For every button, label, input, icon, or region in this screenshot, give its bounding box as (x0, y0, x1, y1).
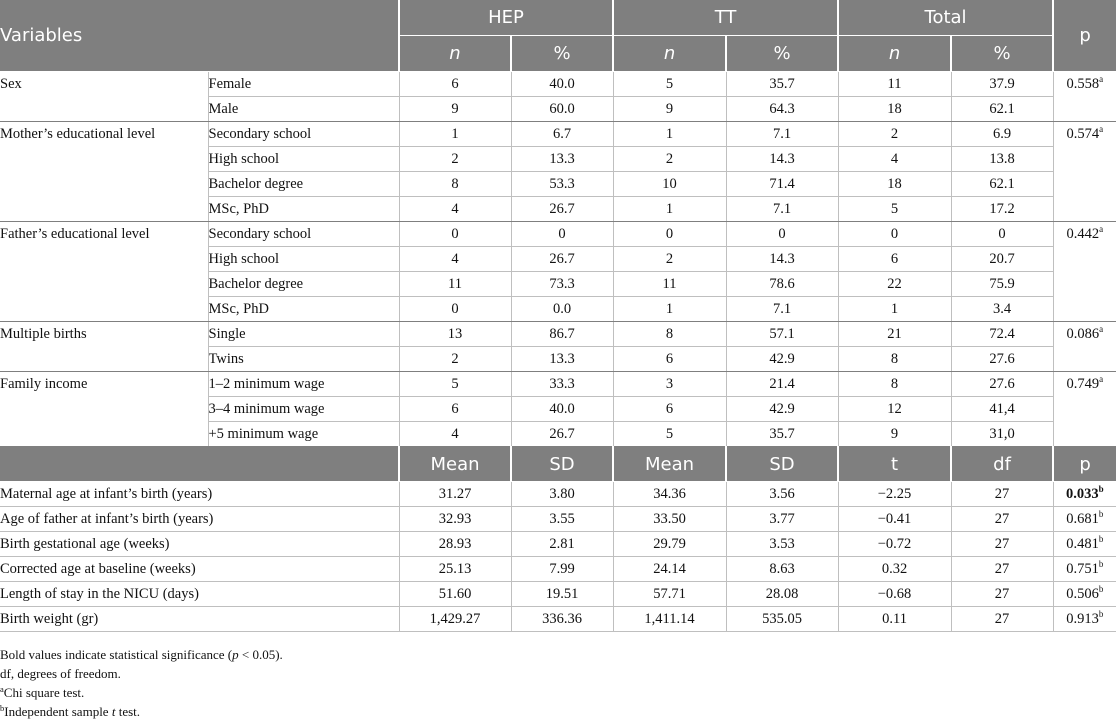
cell-tt-pct: 7.1 (726, 197, 838, 222)
cell-total-pct: 31,0 (951, 422, 1053, 447)
cell-t: 0.11 (838, 607, 951, 632)
cell-hep-n: 6 (399, 72, 511, 97)
p-value (1053, 582, 1116, 607)
cell-hep-mean: 1,429.27 (399, 607, 511, 632)
cell-tt-mean: 57.71 (613, 582, 726, 607)
cell-tt-n: 5 (613, 72, 726, 97)
cell-tt-pct: 21.4 (726, 372, 838, 397)
header-tt: TT (613, 0, 838, 36)
cell-tt-pct: 57.1 (726, 322, 838, 347)
category-label: Secondary school (208, 122, 399, 147)
header-hep-pct: % (511, 36, 613, 72)
cell-tt-mean: 1,411.14 (613, 607, 726, 632)
note-bold (0, 645, 283, 664)
cell-total-n: 8 (838, 372, 951, 397)
cell-total-pct: 6.9 (951, 122, 1053, 147)
header-variables: Variables (0, 0, 399, 72)
cell-tt-sd: 3.77 (726, 507, 838, 532)
cell-total-pct: 27.6 (951, 372, 1053, 397)
cell-hep-pct: 73.3 (511, 272, 613, 297)
cell-tt-n: 1 (613, 122, 726, 147)
cell-tt-n: 5 (613, 422, 726, 447)
note-a (0, 683, 283, 702)
categorical-body (0, 72, 1116, 447)
note-bold-p: p (232, 647, 239, 662)
note-bold-threshold: < 0.05). (238, 647, 283, 662)
cell-hep-pct: 26.7 (511, 197, 613, 222)
cell-tt-sd: 535.05 (726, 607, 838, 632)
cell-tt-n: 6 (613, 397, 726, 422)
p-value-number: 0.086 (1066, 326, 1100, 342)
continuous-header-row (0, 447, 1116, 482)
cell-tt-n: 1 (613, 297, 726, 322)
cell-total-pct: 27.6 (951, 347, 1053, 372)
measure-label: Corrected age at baseline (weeks) (0, 557, 399, 582)
p-value-superscript: a (1099, 74, 1104, 84)
p-value-number: 0.913 (1066, 611, 1099, 627)
cell-df: 27 (951, 557, 1053, 582)
cell-total-n: 22 (838, 272, 951, 297)
cell-total-pct: 17.2 (951, 197, 1053, 222)
cell-total-pct: 13.8 (951, 147, 1053, 172)
category-label: High school (208, 247, 399, 272)
table-row (0, 222, 1116, 247)
cell-tt-pct: 35.7 (726, 72, 838, 97)
cell-tt-pct: 0 (726, 222, 838, 247)
continuous-header-blank (0, 447, 399, 482)
cell-tt-sd: 3.56 (726, 482, 838, 507)
header-p-cont: p (1053, 447, 1116, 482)
cell-hep-n: 6 (399, 397, 511, 422)
category-label: Male (208, 97, 399, 122)
p-value-number: 0.033 (1065, 486, 1099, 502)
table-row (0, 607, 1116, 632)
measure-label: Birth weight (gr) (0, 607, 399, 632)
category-label: Bachelor degree (208, 272, 399, 297)
cell-hep-mean: 28.93 (399, 532, 511, 557)
continuous-body (0, 447, 1116, 632)
header-hep-mean: Mean (399, 447, 511, 482)
cell-total-n: 6 (838, 247, 951, 272)
category-label: MSc, PhD (208, 297, 399, 322)
category-label: 1–2 minimum wage (208, 372, 399, 397)
header-tt-pct: % (726, 36, 838, 72)
cell-total-pct: 72.4 (951, 322, 1053, 347)
measure-label: Birth gestational age (weeks) (0, 532, 399, 557)
category-label: +5 minimum wage (208, 422, 399, 447)
header-df: df (951, 447, 1053, 482)
p-value-number: 0.442 (1066, 226, 1100, 242)
variable-label: Multiple births (0, 322, 208, 372)
variable-label: Mother’s educational level (0, 122, 208, 222)
note-df: df, degrees of freedom. (0, 666, 121, 681)
cell-df: 27 (951, 482, 1053, 507)
p-value (1053, 557, 1116, 582)
category-label: MSc, PhD (208, 197, 399, 222)
cell-t: −0.72 (838, 532, 951, 557)
cell-hep-n: 8 (399, 172, 511, 197)
cell-tt-pct: 42.9 (726, 347, 838, 372)
cell-hep-pct: 26.7 (511, 422, 613, 447)
cell-total-n: 0 (838, 222, 951, 247)
p-value-number: 0.574 (1066, 126, 1100, 142)
cell-hep-pct: 60.0 (511, 97, 613, 122)
header-tt-sd: SD (726, 447, 838, 482)
cell-hep-sd: 19.51 (511, 582, 613, 607)
cell-hep-pct: 13.3 (511, 147, 613, 172)
note-b (0, 702, 283, 721)
group-header-row (0, 0, 1116, 36)
cell-hep-pct: 0.0 (511, 297, 613, 322)
p-value-superscript: b (1098, 559, 1104, 569)
cell-hep-n: 2 (399, 147, 511, 172)
variable-label: Family income (0, 372, 208, 447)
cell-hep-n: 0 (399, 222, 511, 247)
cell-total-pct: 62.1 (951, 172, 1053, 197)
measure-label: Length of stay in the NICU (days) (0, 582, 399, 607)
p-value-number: 0.558 (1066, 76, 1100, 92)
cell-hep-n: 0 (399, 297, 511, 322)
cell-total-pct: 0 (951, 222, 1053, 247)
cell-hep-n: 4 (399, 197, 511, 222)
cell-hep-mean: 32.93 (399, 507, 511, 532)
cell-tt-n: 11 (613, 272, 726, 297)
cell-total-n: 11 (838, 72, 951, 97)
table-row (0, 532, 1116, 557)
cell-tt-pct: 7.1 (726, 122, 838, 147)
cell-t: −2.25 (838, 482, 951, 507)
header-hep: HEP (399, 0, 613, 36)
p-value-superscript: b (1098, 484, 1104, 494)
cell-hep-n: 4 (399, 247, 511, 272)
cell-tt-n: 3 (613, 372, 726, 397)
header-total-pct: % (951, 36, 1053, 72)
cell-t: 0.32 (838, 557, 951, 582)
category-label: High school (208, 147, 399, 172)
cell-df: 27 (951, 607, 1053, 632)
cell-tt-n: 0 (613, 222, 726, 247)
cell-hep-n: 13 (399, 322, 511, 347)
cell-total-n: 21 (838, 322, 951, 347)
cell-total-pct: 37.9 (951, 72, 1053, 97)
cell-tt-n: 9 (613, 97, 726, 122)
p-value-superscript: b (1098, 609, 1104, 619)
cell-total-n: 2 (838, 122, 951, 147)
table-row (0, 122, 1116, 147)
cell-tt-pct: 42.9 (726, 397, 838, 422)
p-value-superscript: b (1098, 509, 1104, 519)
header-total: Total (838, 0, 1053, 36)
p-value-superscript: a (1099, 374, 1104, 384)
header-tt-n: n (613, 36, 726, 72)
variable-label: Father’s educational level (0, 222, 208, 322)
cell-total-pct: 3.4 (951, 297, 1053, 322)
cell-tt-sd: 28.08 (726, 582, 838, 607)
category-label: Secondary school (208, 222, 399, 247)
cell-total-n: 5 (838, 197, 951, 222)
cell-hep-pct: 86.7 (511, 322, 613, 347)
cell-tt-mean: 34.36 (613, 482, 726, 507)
cell-hep-pct: 0 (511, 222, 613, 247)
table-row (0, 507, 1116, 532)
cell-hep-sd: 3.80 (511, 482, 613, 507)
cell-hep-sd: 2.81 (511, 532, 613, 557)
cell-total-pct: 41,4 (951, 397, 1053, 422)
note-a-text: Chi square test. (3, 685, 85, 700)
cell-tt-n: 2 (613, 147, 726, 172)
cell-tt-n: 1 (613, 197, 726, 222)
cell-hep-mean: 25.13 (399, 557, 511, 582)
cell-tt-pct: 64.3 (726, 97, 838, 122)
p-value-number: 0.681 (1066, 511, 1099, 527)
header-total-n: n (838, 36, 951, 72)
category-label: Single (208, 322, 399, 347)
p-value-number: 0.751 (1066, 561, 1099, 577)
cell-tt-n: 10 (613, 172, 726, 197)
p-value (1053, 532, 1116, 557)
cell-total-n: 1 (838, 297, 951, 322)
cell-t: −0.68 (838, 582, 951, 607)
cell-tt-sd: 8.63 (726, 557, 838, 582)
cell-hep-n: 5 (399, 372, 511, 397)
cell-tt-pct: 35.7 (726, 422, 838, 447)
p-value-superscript: a (1099, 124, 1104, 134)
p-value (1053, 72, 1116, 122)
measure-label: Age of father at infant’s birth (years) (0, 507, 399, 532)
cell-hep-pct: 40.0 (511, 72, 613, 97)
p-value (1053, 222, 1116, 322)
cell-hep-pct: 26.7 (511, 247, 613, 272)
cell-hep-mean: 31.27 (399, 482, 511, 507)
p-value-superscript: b (1098, 584, 1104, 594)
note-b-t: t (111, 704, 116, 719)
p-value (1053, 322, 1116, 372)
cell-hep-pct: 33.3 (511, 372, 613, 397)
note-b-text: Independent sample (4, 704, 112, 719)
measure-label: Maternal age at infant’s birth (years) (0, 482, 399, 507)
cell-hep-mean: 51.60 (399, 582, 511, 607)
cell-hep-sd: 336.36 (511, 607, 613, 632)
category-label: Bachelor degree (208, 172, 399, 197)
cell-tt-pct: 7.1 (726, 297, 838, 322)
cell-hep-pct: 6.7 (511, 122, 613, 147)
p-value (1053, 607, 1116, 632)
cell-total-n: 12 (838, 397, 951, 422)
cell-tt-n: 6 (613, 347, 726, 372)
cell-tt-mean: 24.14 (613, 557, 726, 582)
table-row (0, 322, 1116, 347)
cell-tt-n: 2 (613, 247, 726, 272)
p-value (1053, 372, 1116, 447)
cell-total-n: 4 (838, 147, 951, 172)
cell-hep-n: 4 (399, 422, 511, 447)
p-value-number: 0.481 (1066, 536, 1099, 552)
table-row (0, 72, 1116, 97)
cell-hep-pct: 13.3 (511, 347, 613, 372)
cell-total-n: 18 (838, 97, 951, 122)
table-row (0, 372, 1116, 397)
note-bold-text: Bold values indicate statistical significance ( (0, 647, 233, 662)
cell-hep-n: 2 (399, 347, 511, 372)
cell-total-n: 8 (838, 347, 951, 372)
variable-label: Sex (0, 72, 208, 122)
note-a-mark: a (0, 684, 4, 694)
p-value (1053, 507, 1116, 532)
table-footnotes (0, 645, 283, 721)
cell-tt-mean: 29.79 (613, 532, 726, 557)
cell-total-n: 18 (838, 172, 951, 197)
header-p: p (1053, 0, 1116, 72)
cell-hep-n: 11 (399, 272, 511, 297)
cell-df: 27 (951, 532, 1053, 557)
p-value-superscript: b (1098, 534, 1104, 544)
cell-hep-pct: 40.0 (511, 397, 613, 422)
cell-hep-n: 1 (399, 122, 511, 147)
p-value-number: 0.506 (1066, 586, 1099, 602)
cell-tt-n: 8 (613, 322, 726, 347)
cell-total-pct: 20.7 (951, 247, 1053, 272)
p-value (1053, 122, 1116, 222)
note-b-end: test. (115, 704, 141, 719)
p-value-superscript: a (1099, 224, 1104, 234)
cell-hep-n: 9 (399, 97, 511, 122)
header-tt-mean: Mean (613, 447, 726, 482)
cell-total-pct: 62.1 (951, 97, 1053, 122)
cell-hep-sd: 7.99 (511, 557, 613, 582)
cell-tt-pct: 71.4 (726, 172, 838, 197)
cell-tt-pct: 14.3 (726, 147, 838, 172)
p-value-superscript: a (1099, 324, 1104, 334)
cell-df: 27 (951, 582, 1053, 607)
header-hep-sd: SD (511, 447, 613, 482)
cell-df: 27 (951, 507, 1053, 532)
cell-hep-pct: 53.3 (511, 172, 613, 197)
header-hep-n: n (399, 36, 511, 72)
p-value-number: 0.749 (1066, 376, 1100, 392)
category-label: Female (208, 72, 399, 97)
cell-hep-sd: 3.55 (511, 507, 613, 532)
table-row (0, 582, 1116, 607)
cell-total-pct: 75.9 (951, 272, 1053, 297)
cell-tt-sd: 3.53 (726, 532, 838, 557)
cell-tt-mean: 33.50 (613, 507, 726, 532)
note-b-mark: b (0, 703, 5, 713)
cell-t: −0.41 (838, 507, 951, 532)
header-t: t (838, 447, 951, 482)
table-row (0, 482, 1116, 507)
cell-total-n: 9 (838, 422, 951, 447)
category-label: Twins (208, 347, 399, 372)
p-value (1053, 482, 1116, 507)
cell-tt-pct: 78.6 (726, 272, 838, 297)
cell-tt-pct: 14.3 (726, 247, 838, 272)
category-label: 3–4 minimum wage (208, 397, 399, 422)
table-row (0, 557, 1116, 582)
